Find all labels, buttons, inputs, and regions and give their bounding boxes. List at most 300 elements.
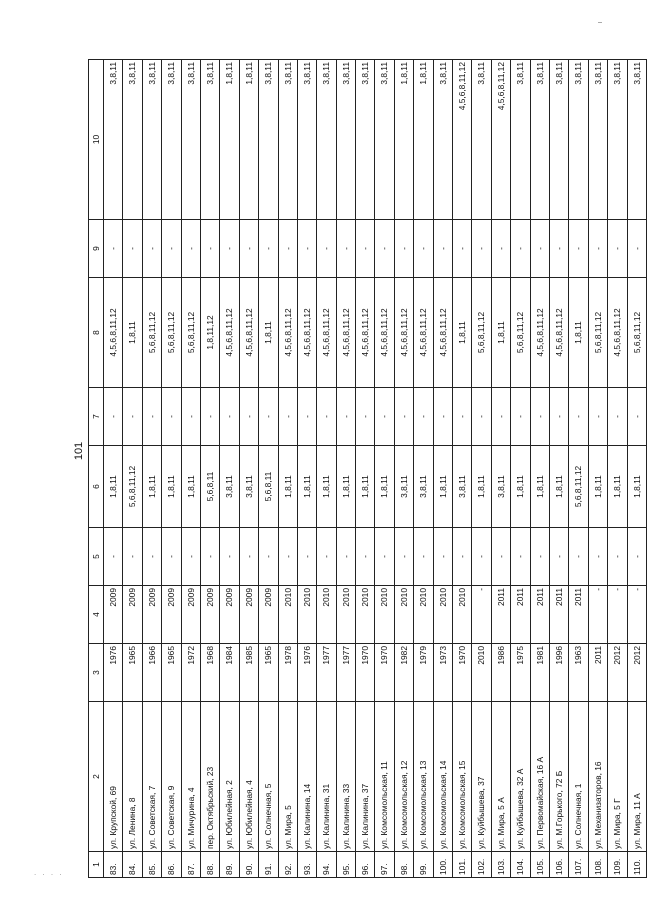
table-cell: 4,5,6,8,11,12 xyxy=(336,278,355,388)
table-cell: 3,8,11 xyxy=(394,446,413,528)
table-cell: 2009 xyxy=(239,586,258,644)
table-cell: - xyxy=(472,586,491,644)
table-cell: 96. xyxy=(356,852,375,878)
table-cell: 2010 xyxy=(453,586,472,644)
table-cell: 4,5,6,8,11,12 xyxy=(356,278,375,388)
table-cell: - xyxy=(530,388,549,446)
table-cell: ул. Куйбышева, 32 А xyxy=(511,702,530,852)
table-row xyxy=(549,60,568,878)
table-cell: - xyxy=(549,388,568,446)
table-row xyxy=(608,60,627,878)
table-cell: - xyxy=(200,220,219,278)
table-cell: 1984 xyxy=(220,644,239,702)
table-cell: 4,5,6,8,11,12 xyxy=(394,278,413,388)
table-cell: 110. xyxy=(627,852,646,878)
table-cell: 1965 xyxy=(259,644,278,702)
table-cell: 1,8,11 xyxy=(627,446,646,528)
table-cell: - xyxy=(297,220,316,278)
table-cell: ул. Ленина, 8 xyxy=(123,702,142,852)
rotated-table-container xyxy=(88,60,642,878)
table-cell: 3,8,11 xyxy=(472,60,491,220)
table-cell: 5,6,8,11,12 xyxy=(569,446,588,528)
table-cell: - xyxy=(627,528,646,586)
table-cell: - xyxy=(453,220,472,278)
table-row xyxy=(530,60,549,878)
table-cell: 4,5,6,8,11,12 xyxy=(414,278,433,388)
table-cell: 3,8,11 xyxy=(627,60,646,220)
table-cell: 1,8,11 xyxy=(239,60,258,220)
table-cell: 2009 xyxy=(200,586,219,644)
table-cell: - xyxy=(549,220,568,278)
table-cell: 87. xyxy=(181,852,200,878)
table-cell: 1,8,11 xyxy=(511,446,530,528)
table-cell: 4,5,6,8,11,12 xyxy=(608,278,627,388)
table-row xyxy=(627,60,646,878)
table-cell: 3,8,11 xyxy=(549,60,568,220)
table-cell: 2010 xyxy=(394,586,413,644)
table-cell: - xyxy=(336,388,355,446)
table-row xyxy=(239,60,258,878)
table-cell: 3,8,11 xyxy=(317,60,336,220)
table-cell: - xyxy=(356,528,375,586)
table-cell: - xyxy=(511,220,530,278)
table-cell: 1,8,11 xyxy=(375,446,394,528)
table-cell: 1,8,11 xyxy=(297,446,316,528)
table-cell: - xyxy=(394,220,413,278)
table-cell: 1,8,11 xyxy=(569,278,588,388)
table-cell: - xyxy=(569,528,588,586)
table-cell: 100. xyxy=(433,852,452,878)
scan-mark xyxy=(598,22,602,23)
table-cell: - xyxy=(608,220,627,278)
table-cell: - xyxy=(200,388,219,446)
table-cell: 2009 xyxy=(142,586,161,644)
table-cell: - xyxy=(569,220,588,278)
table-cell: ул. Комсомольская, 15 xyxy=(453,702,472,852)
table-cell: 2010 xyxy=(433,586,452,644)
table-cell: ул. Мира, 5 Г xyxy=(608,702,627,852)
table-cell: 106. xyxy=(549,852,568,878)
table-cell: 1996 xyxy=(549,644,568,702)
table-cell: - xyxy=(375,388,394,446)
table-cell: 3,8,11 xyxy=(511,60,530,220)
table-cell: ул. Механизаторов, 16 xyxy=(588,702,607,852)
table-cell: - xyxy=(239,388,258,446)
table-cell: 3,8,11 xyxy=(453,446,472,528)
table-cell: 107. xyxy=(569,852,588,878)
table-cell: - xyxy=(433,388,452,446)
table-row xyxy=(220,60,239,878)
column-header-4: 4 xyxy=(89,586,104,644)
table-cell: 3,8,11 xyxy=(530,60,549,220)
table-cell: 2009 xyxy=(181,586,200,644)
table-cell: - xyxy=(220,528,239,586)
table-row xyxy=(356,60,375,878)
table-row xyxy=(491,60,510,878)
table-cell: - xyxy=(433,528,452,586)
table-cell: - xyxy=(491,528,510,586)
table-cell: - xyxy=(356,220,375,278)
table-cell: 5,6,8,11,12 xyxy=(627,278,646,388)
table-cell: - xyxy=(608,586,627,644)
table-cell: - xyxy=(142,528,161,586)
table-cell: ул. Советская, 9 xyxy=(162,702,181,852)
table-cell: 4,5,6,8,11,12 xyxy=(530,278,549,388)
table-cell: 2010 xyxy=(278,586,297,644)
page-number: 101 xyxy=(73,441,86,461)
table-cell: - xyxy=(394,388,413,446)
table-cell: 2011 xyxy=(549,586,568,644)
table-cell: 5,6,8,11 xyxy=(200,446,219,528)
table-cell: ул. Крупской, 69 xyxy=(104,702,123,852)
table-cell: - xyxy=(511,528,530,586)
table-cell: 4,5,6,8,11,12 xyxy=(375,278,394,388)
table-cell: 1970 xyxy=(356,644,375,702)
table-cell: 1,8,11 xyxy=(588,446,607,528)
column-header-6: 6 xyxy=(89,446,104,528)
table-cell: 1972 xyxy=(181,644,200,702)
table-cell: 5,6,8,11,12 xyxy=(123,446,142,528)
table-cell: 93. xyxy=(297,852,316,878)
table-cell: - xyxy=(491,388,510,446)
table-cell: 5,6,8,11,12 xyxy=(588,278,607,388)
table-cell: - xyxy=(220,220,239,278)
table-cell: 2009 xyxy=(162,586,181,644)
table-row xyxy=(200,60,219,878)
table-cell: - xyxy=(414,528,433,586)
table-cell: 2010 xyxy=(375,586,394,644)
table-cell: - xyxy=(453,528,472,586)
table-cell: - xyxy=(317,528,336,586)
table-cell: 2010 xyxy=(414,586,433,644)
table-cell: 2009 xyxy=(104,586,123,644)
table-cell: 1,8,11 xyxy=(162,446,181,528)
table-cell: 1986 xyxy=(491,644,510,702)
table-cell: 3,8,11 xyxy=(491,446,510,528)
table-cell: ул. Комсомольская, 12 xyxy=(394,702,413,852)
column-header-1: 1 xyxy=(89,852,104,878)
table-cell: - xyxy=(472,528,491,586)
table-cell: - xyxy=(278,220,297,278)
table-cell: 1977 xyxy=(317,644,336,702)
table-cell: 5,6,8,11,12 xyxy=(162,278,181,388)
table-cell: 94. xyxy=(317,852,336,878)
table-cell: 1,8,11 xyxy=(104,446,123,528)
table-cell: 1,8,11 xyxy=(491,278,510,388)
table-cell: 95. xyxy=(336,852,355,878)
table-cell: 97. xyxy=(375,852,394,878)
table-cell: 1,8,11 xyxy=(530,446,549,528)
table-cell: - xyxy=(375,220,394,278)
table-cell: - xyxy=(317,220,336,278)
table-cell: 102. xyxy=(472,852,491,878)
table-cell: - xyxy=(123,388,142,446)
footer-marks: . . . . xyxy=(34,868,64,877)
table-row xyxy=(317,60,336,878)
table-cell: 3,8,11 xyxy=(162,60,181,220)
table-cell: 4,5,6,8,11,12 xyxy=(549,278,568,388)
table-row xyxy=(511,60,530,878)
table-cell: 1,8,11 xyxy=(336,446,355,528)
table-cell: 3,8,11 xyxy=(200,60,219,220)
table-cell: 103. xyxy=(491,852,510,878)
table-cell: 109. xyxy=(608,852,627,878)
table-cell: ул. Солнечная, 1 xyxy=(569,702,588,852)
table-cell: 1970 xyxy=(375,644,394,702)
table-cell: 1,8,11 xyxy=(394,60,413,220)
table-cell: 92. xyxy=(278,852,297,878)
table-header-row xyxy=(89,60,104,878)
column-header-9: 9 xyxy=(89,220,104,278)
table-cell: 86. xyxy=(162,852,181,878)
table-cell: ул. Мира, 5 А xyxy=(491,702,510,852)
table-cell: 4,5,6,8,11,12 xyxy=(491,60,510,220)
table-cell: 3,8,11 xyxy=(297,60,316,220)
column-header-10: 10 xyxy=(89,60,104,220)
table-cell: 3,8,11 xyxy=(181,60,200,220)
table-cell: 1981 xyxy=(530,644,549,702)
table-cell: - xyxy=(162,220,181,278)
table-cell: 1976 xyxy=(104,644,123,702)
column-header-8: 8 xyxy=(89,278,104,388)
table-cell: - xyxy=(588,586,607,644)
table-cell: 2012 xyxy=(627,644,646,702)
table-cell: 4,5,6,8,11,12 xyxy=(278,278,297,388)
table-cell: 2011 xyxy=(588,644,607,702)
table-cell: 4,5,6,8,11,12 xyxy=(317,278,336,388)
table-cell: - xyxy=(530,220,549,278)
table-cell: 1,8,11 xyxy=(278,446,297,528)
table-cell: - xyxy=(356,388,375,446)
table-cell: 4,5,6,8,11,12 xyxy=(297,278,316,388)
table-cell: - xyxy=(433,220,452,278)
table-cell: - xyxy=(259,528,278,586)
table-cell: 3,8,11 xyxy=(375,60,394,220)
table-cell: 1,8,11 xyxy=(472,446,491,528)
table-cell: - xyxy=(220,388,239,446)
table-cell: - xyxy=(453,388,472,446)
table-cell: 99. xyxy=(414,852,433,878)
table-cell: 1978 xyxy=(278,644,297,702)
table-cell: 1982 xyxy=(394,644,413,702)
table-cell: 1,8,11 xyxy=(220,60,239,220)
table-cell: 3,8,11 xyxy=(220,446,239,528)
table-cell: 1,8,11 xyxy=(123,278,142,388)
table-cell: - xyxy=(414,220,433,278)
table-cell: 4,5,6,8,11,12 xyxy=(453,60,472,220)
table-cell: ул. Куйбышева, 37 xyxy=(472,702,491,852)
table-cell: 83. xyxy=(104,852,123,878)
table-cell: 1,8,11 xyxy=(356,446,375,528)
table-cell: 2011 xyxy=(511,586,530,644)
table-cell: - xyxy=(530,528,549,586)
table-cell: 1973 xyxy=(433,644,452,702)
table-row xyxy=(162,60,181,878)
table-cell: 88. xyxy=(200,852,219,878)
table-cell: - xyxy=(200,528,219,586)
table-cell: - xyxy=(511,388,530,446)
table-cell: 1963 xyxy=(569,644,588,702)
table-cell: 2011 xyxy=(530,586,549,644)
table-cell: ул. Калинина, 37 xyxy=(356,702,375,852)
table-cell: - xyxy=(297,388,316,446)
table-cell: 1979 xyxy=(414,644,433,702)
table-cell: - xyxy=(472,388,491,446)
table-cell: 1,8,11 xyxy=(259,278,278,388)
table-row xyxy=(123,60,142,878)
table-cell: 89. xyxy=(220,852,239,878)
table-cell: - xyxy=(608,388,627,446)
table-cell: 3,8,11 xyxy=(104,60,123,220)
table-cell: - xyxy=(181,220,200,278)
table-cell: 1965 xyxy=(162,644,181,702)
table-cell: 1968 xyxy=(200,644,219,702)
table-cell: - xyxy=(588,220,607,278)
table-cell: 3,8,11 xyxy=(414,446,433,528)
table-row xyxy=(588,60,607,878)
table-cell: 1970 xyxy=(453,644,472,702)
table-cell: - xyxy=(104,220,123,278)
table-cell: - xyxy=(278,528,297,586)
table-cell: - xyxy=(394,528,413,586)
table-cell: 101. xyxy=(453,852,472,878)
table-cell: ул. Мира, 11 А xyxy=(627,702,646,852)
table-cell: 1965 xyxy=(123,644,142,702)
table-cell: 1,8,11 xyxy=(142,446,161,528)
table-cell: - xyxy=(336,528,355,586)
table-cell: - xyxy=(627,388,646,446)
table-cell: ул. Юбилейная, 2 xyxy=(220,702,239,852)
column-header-5: 5 xyxy=(89,528,104,586)
table-cell: - xyxy=(239,528,258,586)
table-cell: 5,6,8,11,12 xyxy=(472,278,491,388)
table-cell: 104. xyxy=(511,852,530,878)
table-cell: 1,8,11 xyxy=(453,278,472,388)
table-body xyxy=(104,60,647,878)
table-row xyxy=(433,60,452,878)
table-cell: ул. Калинина, 33 xyxy=(336,702,355,852)
table-cell: 1,8,11 xyxy=(608,446,627,528)
table-cell: ул. Комсомольская, 11 xyxy=(375,702,394,852)
table-cell: - xyxy=(627,586,646,644)
table-row xyxy=(104,60,123,878)
table-row xyxy=(278,60,297,878)
table-cell: 2009 xyxy=(123,586,142,644)
table-cell: 84. xyxy=(123,852,142,878)
table-cell: - xyxy=(259,220,278,278)
table-cell: ул. Калинина, 14 xyxy=(297,702,316,852)
table-cell: ул. Комсомольская, 14 xyxy=(433,702,452,852)
table-row xyxy=(259,60,278,878)
table-cell: - xyxy=(123,220,142,278)
table-cell: 5,6,8,11,12 xyxy=(511,278,530,388)
table-cell: 1977 xyxy=(336,644,355,702)
table-cell: - xyxy=(162,388,181,446)
table-cell: ул. М.Горького, 72 Б xyxy=(549,702,568,852)
table-cell: пер. Октябрьский, 23 xyxy=(200,702,219,852)
table-cell: 1,8,11,12 xyxy=(200,278,219,388)
table-cell: 1975 xyxy=(511,644,530,702)
table-cell: ул. Мира, 5 xyxy=(278,702,297,852)
table-cell: - xyxy=(608,528,627,586)
table-cell: - xyxy=(588,528,607,586)
table-cell: 105. xyxy=(530,852,549,878)
table-cell: 2011 xyxy=(491,586,510,644)
table-row xyxy=(414,60,433,878)
table-cell: 2009 xyxy=(220,586,239,644)
table-cell: 2010 xyxy=(297,586,316,644)
table-cell: ул. Первомайская, 16 А xyxy=(530,702,549,852)
table-cell: 108. xyxy=(588,852,607,878)
table-cell: - xyxy=(181,388,200,446)
table-cell: 2012 xyxy=(608,644,627,702)
table-cell: 3,8,11 xyxy=(142,60,161,220)
table-cell: 3,8,11 xyxy=(278,60,297,220)
table-cell: 3,8,11 xyxy=(239,446,258,528)
table-cell: 5,6,8,11,12 xyxy=(142,278,161,388)
table-cell: - xyxy=(627,220,646,278)
table-cell: ул. Солнечная, 5 xyxy=(259,702,278,852)
table-cell: 1,8,11 xyxy=(317,446,336,528)
table-cell: 1,8,11 xyxy=(549,446,568,528)
table-cell: 2009 xyxy=(259,586,278,644)
table-cell: 1985 xyxy=(239,644,258,702)
table-cell: - xyxy=(123,528,142,586)
column-header-7: 7 xyxy=(89,388,104,446)
table-cell: 4,5,6,8,11,12 xyxy=(433,278,452,388)
table-cell: - xyxy=(569,388,588,446)
column-header-2: 2 xyxy=(89,702,104,852)
table-cell: - xyxy=(297,528,316,586)
table-cell: 2010 xyxy=(472,644,491,702)
table-cell: 1,8,11 xyxy=(414,60,433,220)
table-cell: 5,6,8,11,12 xyxy=(181,278,200,388)
table-cell: 4,5,6,8,11,12 xyxy=(220,278,239,388)
table-cell: 91. xyxy=(259,852,278,878)
table-cell: - xyxy=(181,528,200,586)
table-cell: 2010 xyxy=(317,586,336,644)
column-header-3: 3 xyxy=(89,644,104,702)
table-row xyxy=(142,60,161,878)
table-cell: - xyxy=(142,220,161,278)
table-cell: - xyxy=(278,388,297,446)
table-row xyxy=(181,60,200,878)
data-table xyxy=(88,59,647,878)
table-cell: 98. xyxy=(394,852,413,878)
table-cell: 90. xyxy=(239,852,258,878)
table-cell: 4,5,6,8,11,12 xyxy=(239,278,258,388)
table-cell: 1,8,11 xyxy=(181,446,200,528)
table-cell: 3,8,11 xyxy=(336,60,355,220)
table-cell: ул. Калинина, 31 xyxy=(317,702,336,852)
table-cell: - xyxy=(336,220,355,278)
table-cell: - xyxy=(162,528,181,586)
table-cell: ул. Комсомольская, 13 xyxy=(414,702,433,852)
table-cell: ул. Мичурина, 4 xyxy=(181,702,200,852)
table-cell: 2010 xyxy=(336,586,355,644)
table-row xyxy=(472,60,491,878)
table-row xyxy=(394,60,413,878)
table-cell: - xyxy=(375,528,394,586)
table-row xyxy=(375,60,394,878)
table-cell: 3,8,11 xyxy=(608,60,627,220)
table-cell: - xyxy=(472,220,491,278)
table-cell: ул. Юбилейная, 4 xyxy=(239,702,258,852)
table-cell: - xyxy=(588,388,607,446)
table-cell: - xyxy=(491,220,510,278)
table-cell: 1,8,11 xyxy=(433,446,452,528)
table-cell: 3,8,11 xyxy=(259,60,278,220)
